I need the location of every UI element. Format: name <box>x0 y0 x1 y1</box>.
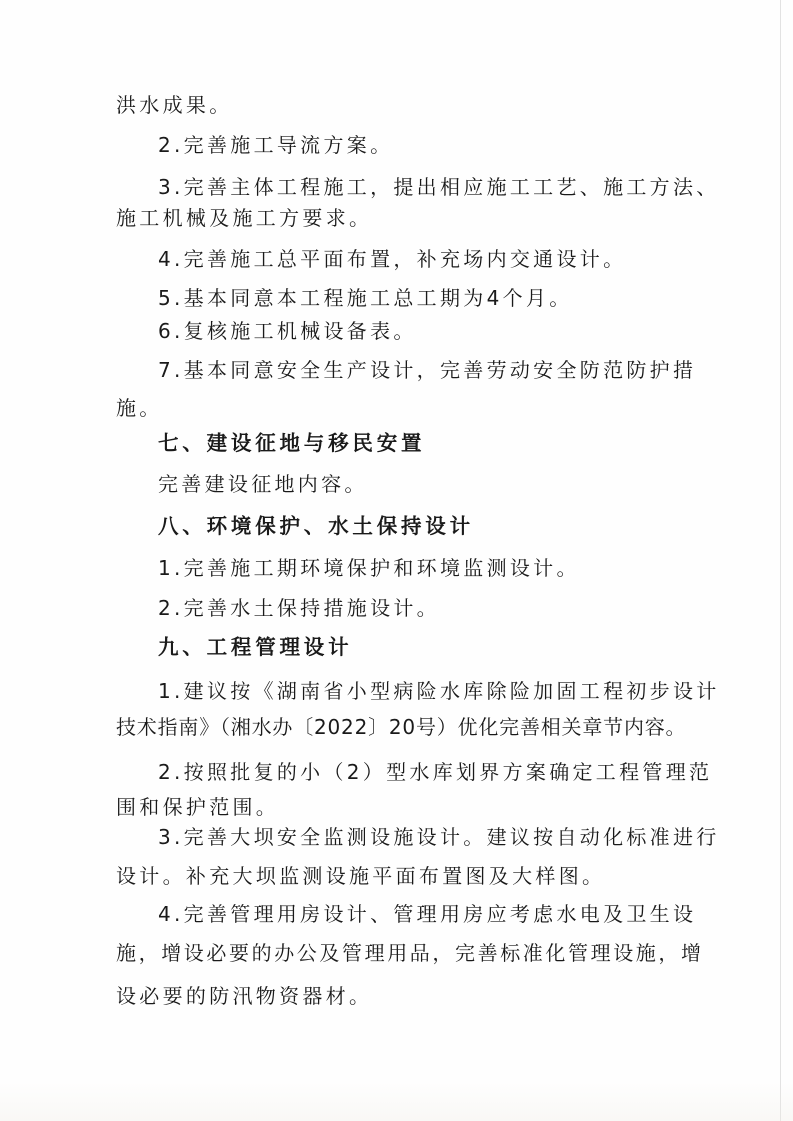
text-line: 5.基本同意本工程施工总工期为4个月。 <box>158 286 573 310</box>
text-line: 技术指南》（湘水办〔2022〕20号）优化完善相关章节内容。 <box>116 715 687 739</box>
text-line: 施，增设必要的办公及管理用品，完善标准化管理设施，增 <box>116 941 704 965</box>
section-heading: 九、工程管理设计 <box>158 635 353 659</box>
text-line: 洪水成果。 <box>116 93 233 117</box>
text-line: 完善建设征地内容。 <box>158 472 368 496</box>
section-heading: 八、环境保护、水土保持设计 <box>158 514 474 538</box>
page-edge-line <box>780 0 781 1121</box>
text-line: 3.完善大坝安全监测设施设计。建议按自动化标准进行 <box>158 825 720 849</box>
text-line: 2.完善水土保持措施设计。 <box>158 596 440 620</box>
text-line: 4.完善施工总平面布置，补充场内交通设计。 <box>158 247 627 271</box>
text-line: 3.完善主体工程施工，提出相应施工工艺、施工方法、 <box>158 175 720 199</box>
page-bottom-shade <box>0 1081 793 1121</box>
section-heading: 七、建设征地与移民安置 <box>158 431 426 455</box>
text-line: 设必要的防汛物资器材。 <box>116 984 373 1008</box>
text-line: 6.复核施工机械设备表。 <box>158 319 417 343</box>
text-line: 设计。补充大坝监测设施平面布置图及大样图。 <box>116 864 606 888</box>
text-line: 7.基本同意安全生产设计，完善劳动安全防范防护措 <box>158 358 697 382</box>
text-line: 2.按照批复的小（2）型水库划界方案确定工程管理范 <box>158 760 713 784</box>
text-line: 施。 <box>116 396 163 420</box>
text-line: 2.完善施工导流方案。 <box>158 133 394 157</box>
text-line: 4.完善管理用房设计、管理用房应考虑水电及卫生设 <box>158 902 697 926</box>
text-line: 围和保护范围。 <box>116 795 280 819</box>
text-line: 1.建议按《湖南省小型病险水库除险加固工程初步设计 <box>158 679 720 703</box>
text-line: 1.完善施工期环境保护和环境监测设计。 <box>158 556 580 580</box>
text-line: 施工机械及施工方要求。 <box>116 206 373 230</box>
